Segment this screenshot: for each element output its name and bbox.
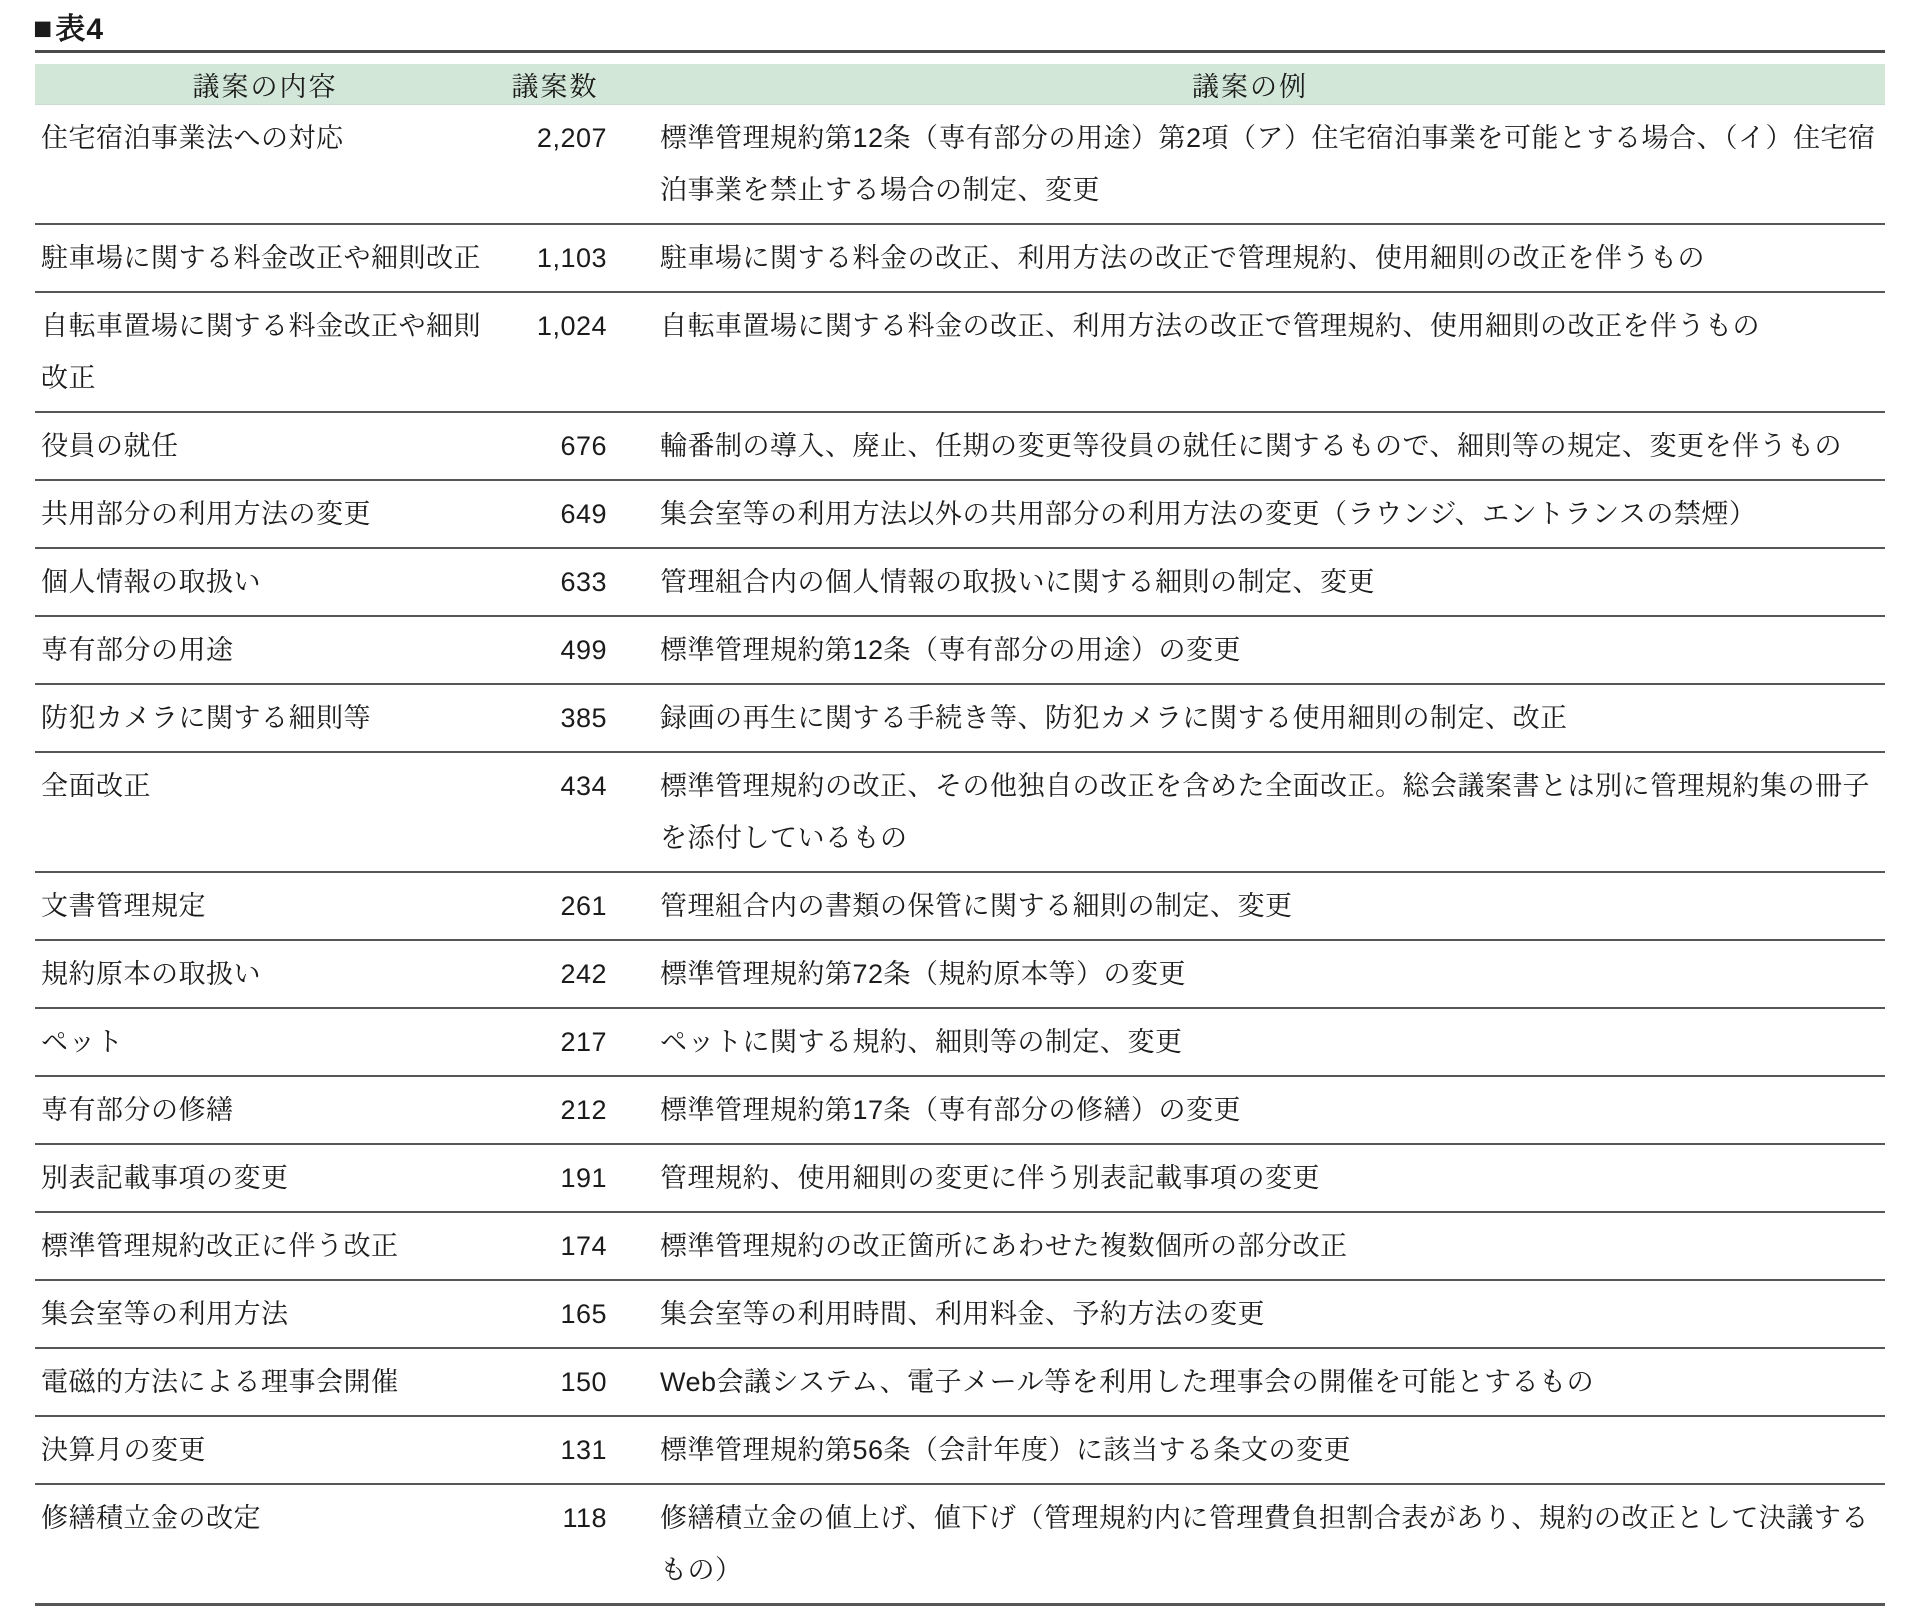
table-row xyxy=(35,1144,1885,1212)
table-row xyxy=(35,480,1885,548)
cell-proposal-count: 1,103 xyxy=(495,224,615,292)
table-row xyxy=(35,548,1885,616)
cell-proposal-example: 自転車置場に関する料金の改正、利用方法の改正で管理規約、使用細則の改正を伴うもの xyxy=(615,292,1885,412)
cell-proposal-content: 集会室等の利用方法 xyxy=(35,1280,495,1348)
cell-proposal-content: 標準管理規約改正に伴う改正 xyxy=(35,1212,495,1280)
cell-proposal-content: 駐車場に関する料金改正や細則改正 xyxy=(35,224,495,292)
cell-proposal-example: ペットに関する規約、細則等の制定、変更 xyxy=(615,1008,1885,1076)
table-row xyxy=(35,412,1885,480)
cell-proposal-content: 自転車置場に関する料金改正や細則改正 xyxy=(35,292,495,412)
cell-proposal-example: 標準管理規約第12条（専有部分の用途）第2項（ア）住宅宿泊事業を可能とする場合、（イ）住宅宿泊事業を禁止する場合の制定、変更 xyxy=(615,105,1885,225)
cell-proposal-count: 261 xyxy=(495,872,615,940)
table-row xyxy=(35,616,1885,684)
cell-proposal-example: 駐車場に関する料金の改正、利用方法の改正で管理規約、使用細則の改正を伴うもの xyxy=(615,224,1885,292)
table-row xyxy=(35,684,1885,752)
cell-proposal-example: 標準管理規約の改正箇所にあわせた複数個所の部分改正 xyxy=(615,1212,1885,1280)
cell-proposal-content: 規約原本の取扱い xyxy=(35,940,495,1008)
cell-proposal-content: ペット xyxy=(35,1008,495,1076)
cell-proposal-content: 別表記載事項の変更 xyxy=(35,1144,495,1212)
document-page xyxy=(0,6,1920,1588)
cell-proposal-content: 文書管理規定 xyxy=(35,872,495,940)
cell-proposal-example: Web会議システム、電子メール等を利用した理事会の開催を可能とするもの xyxy=(615,1348,1885,1416)
table-body xyxy=(35,105,1885,1605)
cell-proposal-count: 2,207 xyxy=(495,105,615,225)
cell-proposal-count: 385 xyxy=(495,684,615,752)
cell-proposal-example: 標準管理規約第12条（専有部分の用途）の変更 xyxy=(615,616,1885,684)
cell-proposal-example: 管理規約、使用細則の変更に伴う別表記載事項の変更 xyxy=(615,1144,1885,1212)
cell-proposal-count: 242 xyxy=(495,940,615,1008)
cell-proposal-example: 輪番制の導入、廃止、任期の変更等役員の就任に関するもので、細則等の規定、変更を伴うもの xyxy=(615,412,1885,480)
table-header-row xyxy=(35,64,1885,105)
column-header-example: 議案の例 xyxy=(615,64,1885,105)
table-row xyxy=(35,224,1885,292)
cell-proposal-content: 個人情報の取扱い xyxy=(35,548,495,616)
table-row xyxy=(35,1008,1885,1076)
cell-proposal-count: 499 xyxy=(495,616,615,684)
cell-proposal-example: 録画の再生に関する手続き等、防犯カメラに関する使用細則の制定、改正 xyxy=(615,684,1885,752)
cell-proposal-example: 管理組合内の書類の保管に関する細則の制定、変更 xyxy=(615,872,1885,940)
cell-proposal-content: 防犯カメラに関する細則等 xyxy=(35,684,495,752)
cell-proposal-content: 電磁的方法による理事会開催 xyxy=(35,1348,495,1416)
table-row xyxy=(35,1076,1885,1144)
table-row xyxy=(35,105,1885,225)
table-row xyxy=(35,1280,1885,1348)
cell-proposal-example: 標準管理規約第72条（規約原本等）の変更 xyxy=(615,940,1885,1008)
cell-proposal-count: 118 xyxy=(495,1484,615,1605)
cell-proposal-example: 標準管理規約第56条（会計年度）に該当する条文の変更 xyxy=(615,1416,1885,1484)
cell-proposal-example: 集会室等の利用方法以外の共用部分の利用方法の変更（ラウンジ、エントランスの禁煙） xyxy=(615,480,1885,548)
table-row xyxy=(35,940,1885,1008)
cell-proposal-example: 標準管理規約の改正、その他独自の改正を含めた全面改正。総会議案書とは別に管理規約集の冊子を添付しているもの xyxy=(615,752,1885,872)
cell-proposal-count: 174 xyxy=(495,1212,615,1280)
table-row xyxy=(35,872,1885,940)
table-row xyxy=(35,1416,1885,1484)
cell-proposal-count: 633 xyxy=(495,548,615,616)
cell-proposal-content: 住宅宿泊事業法への対応 xyxy=(35,105,495,225)
square-bullet-icon: ■ xyxy=(33,10,54,46)
column-header-content: 議案の内容 xyxy=(35,64,495,105)
cell-proposal-count: 131 xyxy=(495,1416,615,1484)
rule-gap xyxy=(0,53,1920,64)
cell-proposal-content: 共用部分の利用方法の変更 xyxy=(35,480,495,548)
table-row xyxy=(35,292,1885,412)
table-title-label: 表4 xyxy=(55,13,105,46)
cell-proposal-example: 修繕積立金の値上げ、値下げ（管理規約内に管理費負担割合表があり、規約の改正として決議するもの） xyxy=(615,1484,1885,1605)
cell-proposal-count: 434 xyxy=(495,752,615,872)
cell-proposal-count: 212 xyxy=(495,1076,615,1144)
table-row xyxy=(35,1484,1885,1605)
cell-proposal-count: 191 xyxy=(495,1144,615,1212)
proposals-table xyxy=(35,64,1885,1606)
cell-proposal-content: 役員の就任 xyxy=(35,412,495,480)
cell-proposal-content: 専有部分の修繕 xyxy=(35,1076,495,1144)
cell-proposal-content: 専有部分の用途 xyxy=(35,616,495,684)
cell-proposal-count: 676 xyxy=(495,412,615,480)
cell-proposal-example: 管理組合内の個人情報の取扱いに関する細則の制定、変更 xyxy=(615,548,1885,616)
cell-proposal-count: 1,024 xyxy=(495,292,615,412)
cell-proposal-content: 全面改正 xyxy=(35,752,495,872)
cell-proposal-count: 165 xyxy=(495,1280,615,1348)
table-row xyxy=(35,1212,1885,1280)
cell-proposal-content: 決算月の変更 xyxy=(35,1416,495,1484)
cell-proposal-example: 集会室等の利用時間、利用料金、予約方法の変更 xyxy=(615,1280,1885,1348)
column-header-count: 議案数 xyxy=(495,64,615,105)
table-title xyxy=(33,6,1920,50)
cell-proposal-count: 150 xyxy=(495,1348,615,1416)
cell-proposal-example: 標準管理規約第17条（専有部分の修繕）の変更 xyxy=(615,1076,1885,1144)
cell-proposal-content: 修繕積立金の改定 xyxy=(35,1484,495,1605)
table-row xyxy=(35,752,1885,872)
cell-proposal-count: 649 xyxy=(495,480,615,548)
table-row xyxy=(35,1348,1885,1416)
cell-proposal-count: 217 xyxy=(495,1008,615,1076)
